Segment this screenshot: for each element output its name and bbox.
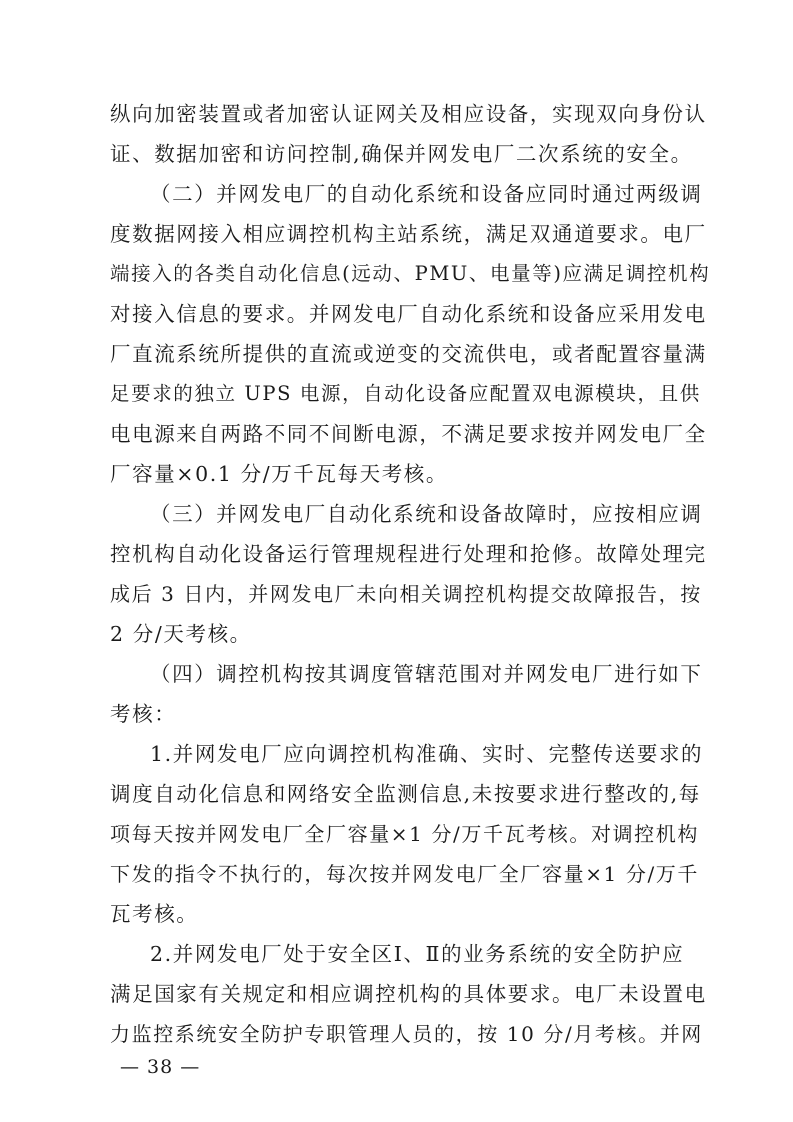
text-line: 成后 3 日内，并网发电厂未向相关调控机构提交故障报告，按 (110, 582, 702, 606)
text-line: 厂直流系统所提供的直流或逆变的交流供电，或者配置容量满 (110, 342, 707, 366)
text-line: 下发的指令不执行的，每次按并网发电厂全厂容量×1 分/万千 (110, 862, 699, 886)
text-line: 对接入信息的要求。并网发电厂自动化系统和设备应采用发电 (110, 302, 707, 326)
text-line: 端接入的各类自动化信息(远动、PMU、电量等)应满足调控机构 (110, 262, 711, 285)
paragraph-start-line: 1.并网发电厂应向调控机构准确、实时、完整传送要求的 (150, 742, 704, 766)
text-line: 2 分/天考核。 (110, 622, 252, 646)
page-number: — 38 — (120, 1056, 201, 1078)
text-line: 考核： (110, 702, 177, 726)
paragraph-start-line: 2.并网发电厂处于安全区Ⅰ、Ⅱ的业务系统的安全防护应 (150, 942, 685, 966)
text-line: 瓦考核。 (110, 902, 199, 926)
text-line: 电电源来自两路不同不间断电源，不满足要求按并网发电厂全 (110, 422, 707, 446)
text-line: 厂容量×0.1 分/万千瓦每天考核。 (110, 462, 449, 486)
paragraph-start-line: （二）并网发电厂的自动化系统和设备应同时通过两级调 (150, 182, 703, 206)
text-line: 项每天按并网发电厂全厂容量×1 分/万千瓦考核。对调控机构 (110, 822, 699, 846)
text-line: 调度自动化信息和网络安全监测信息,未按要求进行整改的,每 (110, 782, 701, 806)
text-line: 力监控系统安全防护专职管理人员的，按 10 分/月考核。并网 (110, 1022, 703, 1046)
text-line: 纵向加密装置或者加密认证网关及相应设备，实现双向身份认 (110, 102, 707, 126)
text-line: 度数据网接入相应调控机构主站系统，满足双通道要求。电厂 (110, 222, 707, 246)
text-line: 控机构自动化设备运行管理规程进行处理和抢修。故障处理完 (110, 542, 707, 566)
text-line: 满足国家有关规定和相应调控机构的具体要求。电厂未设置电 (110, 982, 707, 1006)
text-line: 证、数据加密和访问控制,确保并网发电厂二次系统的安全。 (110, 142, 693, 166)
paragraph-start-line: （三）并网发电厂自动化系统和设备故障时，应按相应调 (150, 502, 703, 526)
paragraph-start-line: （四）调控机构按其调度管辖范围对并网发电厂进行如下 (150, 662, 703, 686)
text-line: 足要求的独立 UPS 电源，自动化设备应配置双电源模块，且供 (110, 382, 701, 405)
